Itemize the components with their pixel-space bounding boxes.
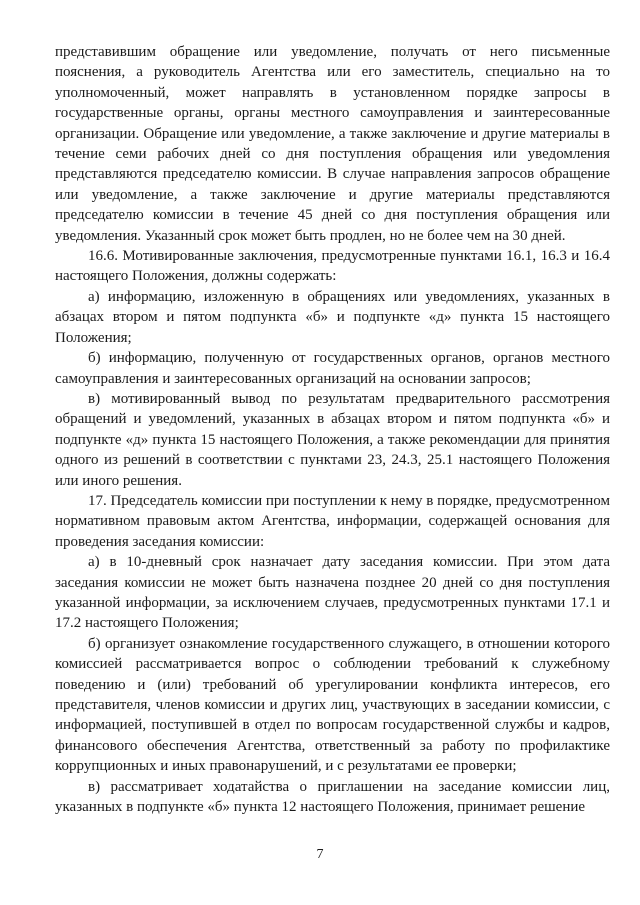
paragraph-16-6-a: а) информацию, изложенную в обращениях или уведомлениях, указанных в абзацах втором и пятом подпункта «б» и подпункте «д» пункта 15 настоящего Положения; [55, 288, 610, 346]
paragraph-17-b: б) организует ознакомление государственного служащего, в отношении которого комиссией рассматривается вопрос о соблюдении требований к служебному поведению и (или) требований об урегулировании конфликта интересов, его представителя, членов комиссии и других лиц, участвующих в заседании комиссии, с информацией, поступившей в отдел по вопросам государственной службы и кадров, финансового обеспечения Агентства, ответственный за работу по профилактике коррупционных и иных правонарушений, и с результатами ее проверки; [55, 635, 610, 775]
page-number: 7 [316, 847, 324, 862]
paragraph-16-6-b: б) информацию, полученную от государственных органов, органов местного самоуправления и заинтересованных организаций на основании запросов; [55, 350, 610, 387]
paragraph-17-v: в) рассматривает ходатайства о приглашении на заседание комиссии лиц, указанных в подпункте «б» пункта 12 настоящего Положения, принимает решение [55, 778, 610, 816]
paragraph-continuation: представившим обращение или уведомление, получать от него письменные пояснения, а руководитель Агентства или его заместитель, специально на то уполномоченный, может направлять в установленном порядке запросы в государственные органы, органы местного самоуправления и заинтересованные организации. Обращение или уведомление, а также заключение и другие материалы в течение семи рабочих дней со дня поступления обращения или уведомления представляются председателю комиссии. В случае направления запросов обращение или уведомление, а также заключение и другие материалы представляются председателю комиссии в течение 45 дней со дня поступления обращения или уведомления. Указанный срок может быть продлен, но не более чем на 30 дней. [55, 44, 610, 244]
document-body [55, 42, 610, 817]
paragraph-16-6-v: в) мотивированный вывод по результатам предварительного рассмотрения обращений и уведомлений, указанных в абзацах втором и пятом подпункта «б» и подпункте «д» пункта 15 настоящего Положения, а также рекомендации для принятия одного из решений в соответствии с пунктами 23, 24.3, 25.1 настоящего Положения или иного решения. [55, 390, 610, 489]
paragraph-17-a: а) в 10-дневный срок назначает дату заседания комиссии. При этом дата заседания комиссии не может быть назначена позднее 20 дней со дня поступления указанной информации, за исключением случаев, предусмотренных пунктами 17.1 и 17.2 настоящего Положения; [55, 554, 610, 632]
paragraph-17: 17. Председатель комиссии при поступлении к нему в порядке, предусмотренном нормативном правовым актом Агентства, информации, содержащей основания для проведения заседания комиссии: [55, 492, 610, 550]
paragraph-16-6: 16.6. Мотивированные заключения, предусмотренные пунктами 16.1, 16.3 и 16.4 настоящего Положения, должны содержать: [55, 248, 610, 285]
